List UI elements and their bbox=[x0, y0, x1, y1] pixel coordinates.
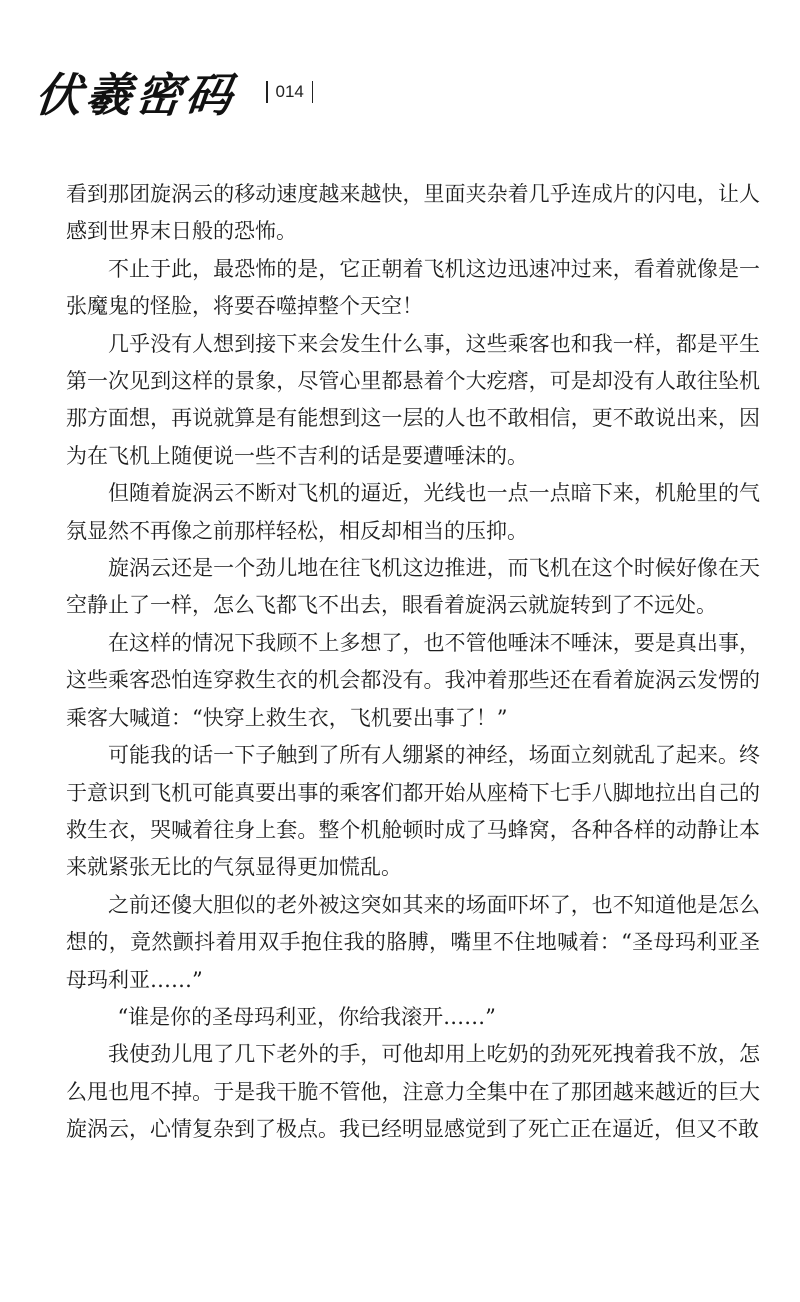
paragraph: 几乎没有人想到接下来会发生什么事，这些乘客也和我一样，都是平生第一次见到这样的景象，尽管心里都悬着个大疙瘩，可是却没有人敢往坠机那方面想，再说就算是有能想到这一层的人也不敢相信，更不敢说出来，因为在飞机上随便说一些不吉利的话是要遭唾沫的。 bbox=[66, 331, 760, 468]
paragraph: 可能我的话一下子触到了所有人绷紧的神经，场面立刻就乱了起来。终于意识到飞机可能真要出事的乘客们都开始从座椅下七手八脚地拉出自己的救生衣，哭喊着往身上套。整个机舱顿时成了马蜂窝，各种各样的动静让本来就紧张无比的气氛显得更加慌乱。 bbox=[66, 743, 760, 880]
page-number-block bbox=[258, 81, 321, 103]
paragraph: 我使劲儿甩了几下老外的手，可他却用上吃奶的劲死死拽着我不放，怎么甩也甩不掉。于是我干脆不管他，注意力全集中在了那团越来越近的巨大旋涡云，心情复杂到了极点。我已经明显感觉到了死亡正在逼近，但又不敢 bbox=[66, 1042, 760, 1142]
body-text bbox=[66, 176, 760, 1149]
divider-left bbox=[266, 81, 268, 103]
paragraph: 看到那团旋涡云的移动速度越来越快，里面夹杂着几乎连成片的闪电，让人感到世界末日般的恐怖。 bbox=[66, 182, 760, 244]
page-number: 014 bbox=[275, 82, 304, 101]
paragraph: 旋涡云还是一个劲儿地在往飞机这边推进，而飞机在这个时候好像在天空静止了一样，怎么飞都飞不出去，眼看着旋涡云就旋转到了不远处。 bbox=[66, 556, 760, 618]
paragraph: “谁是你的圣母玛利亚，你给我滚开……” bbox=[117, 1004, 496, 1029]
paragraph: 在这样的情况下我顾不上多想了，也不管他唾沫不唾沫，要是真出事，这些乘客恐怕连穿救生衣的机会都没有。我冲着那些还在看着旋涡云发愣的乘客大喊道：“快穿上救生衣，飞机要出事了！” bbox=[66, 630, 760, 730]
page-header bbox=[32, 62, 321, 122]
paragraph: 但随着旋涡云不断对飞机的逼近，光线也一点一点暗下来，机舱里的气氛显然不再像之前那样轻松，相反却相当的压抑。 bbox=[66, 481, 760, 543]
divider-right bbox=[312, 81, 314, 103]
paragraph: 不止于此，最恐怖的是，它正朝着飞机这边迅速冲过来，看着就像是一张魔鬼的怪脸，将要吞噬掉整个天空！ bbox=[66, 256, 760, 319]
book-title: 伏羲密码 bbox=[32, 68, 239, 122]
paragraph: 之前还傻大胆似的老外被这突如其来的场面吓坏了，也不知道他是怎么想的，竟然颤抖着用双手抱住我的胳膊，嘴里不住地喊着：“圣母玛利亚圣母玛利亚……” bbox=[66, 892, 760, 992]
